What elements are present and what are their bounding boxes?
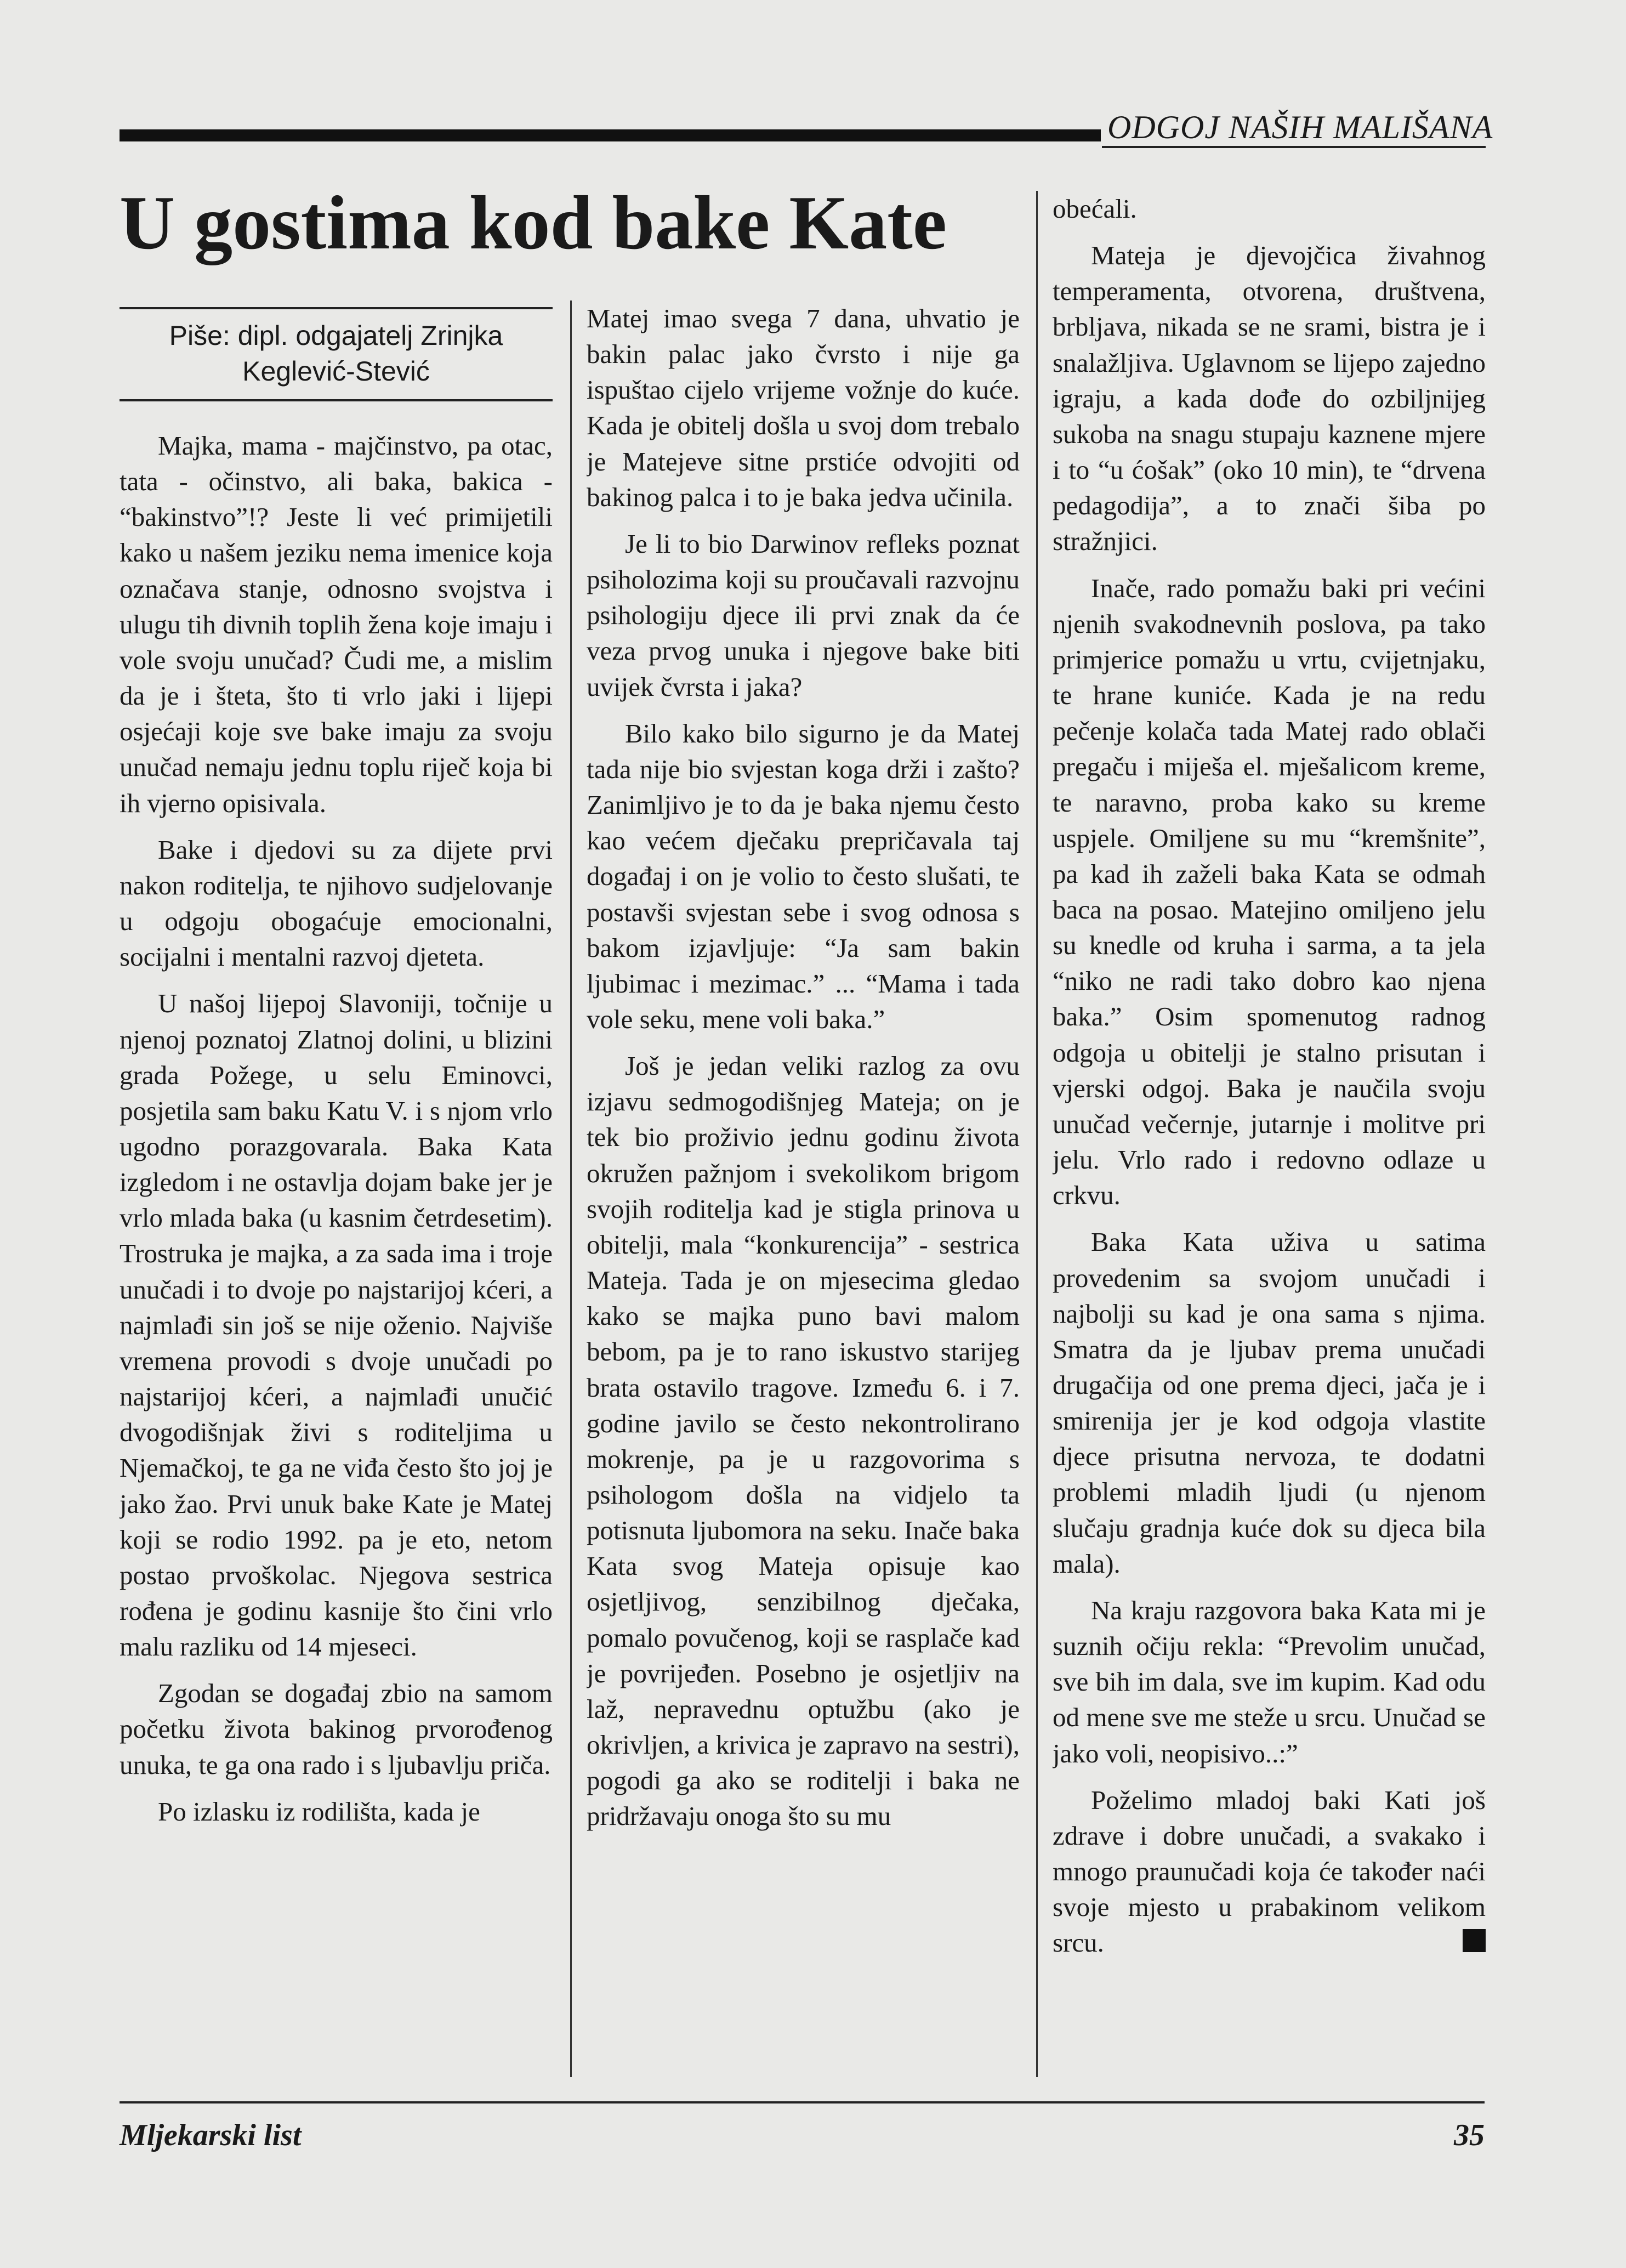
footer-rule [120, 2101, 1485, 2103]
article-column-1 [120, 428, 553, 2078]
byline [120, 318, 553, 389]
last-paragraph [1053, 1782, 1486, 1961]
byline-bottom-rule [120, 399, 553, 401]
article-column-3 [1053, 191, 1486, 2077]
paragraph: Još je jedan veliki razlog za ovu izjavu sedmogodišnjeg Mateja; on je tek bio proživio jednu godinu života okružen pažnjom i svekolikom brigom svojih roditelja kad je stigla prinova u obitelji, mala “konkurencija” - sestrica Mateja. Tada je on mjesecima gledao kako se majka puno bavi malom bebom, pa je to rano iskustvo starijeg brata ostavilo tragove. Između 6. i 7. godine javilo se često nekontrolirano mokrenje, pa je u razgovorima s psihologom došla na vidjelo ta potisnuta ljubomora na seku. Inače baka Kata svog Mateja opisuje kao osjetljivog, senzibilnog dječaka, pomalo povučenog, koji se rasplače kad je povrijeđen. Posebno je osjetljiv na laž, nepravednu optužbu (ako je okrivljen, a krivica je zapravo na sestri), pogodi ga ako se roditelji i baka ne pridržavaju onoga što su mu [587, 1051, 1020, 1832]
paragraph: Zgodan se događaj zbio na samom početku života bakinog prvorođenog unuka, te ga ona rado i s ljubavlju priča. [120, 1678, 553, 1780]
section-title: ODGOJ NAŠIH MALIŠANA [1107, 109, 1493, 145]
paragraph: Po izlasku iz rodilišta, kada je [158, 1796, 480, 1827]
page-number: 35 [1454, 2118, 1485, 2152]
paragraph: U našoj lijepoj Slavoniji, točnije u njenoj poznatoj Zlatnoj dolini, u blizini grada Požege, u selu Eminovci, posjetila sam baku Katu V. i s njom vrlo ugodno porazgovarala. Baka Kata izgledom i ne ostavlja dojam bake jer je vrlo mlada baka (u kasnim četrdesetim). Trostruka je majka, a za sada ima i troje unučadi i to dvoje po najstarijoj kćeri, a najmlađi sin još se nije oženio. Najviše vremena provodi s dvoje unučadi po najstarijoj kćeri, a najmlađi unučić dvogodišnjak živi s roditeljima u Njemačkoj, te ga ne viđa često što joj je jako žao. Prvi unuk bake Kate je Matej koji se rodio 1992. pa je eto, netom postao prvoškolac. Njegova sestrica rođena je godinu kasnije što čini vrlo malu razliku od 14 mjeseci. [120, 988, 553, 1662]
paragraph: Inače, rado pomažu baki pri većini njenih svakodnevnih poslova, pa tako primjerice pomažu u vrtu, cvijetnjaku, te hrane kuniće. Kada je na redu pečenje kolača tada Matej rado oblači pregaču i miješa el. mješalicom kreme, te naravno, proba kako su kreme uspjele. Omiljene su mu “kremšnite”, pa kad ih zaželi baka Kata se odmah baca na posao. Matejino omiljeno jelu su knedle od kruha i sarma, a ta jela “niko ne radi tako dobro kao njena baka.” Osim spomenutog radnog odgoja u obitelji je stalno prisutan i vjerski odgoj. Baka je naučila svoju unučad večernje, jutarnje i molitve pri jelu. Vrlo rado i redovno odlaze u crkvu. [1053, 572, 1486, 1211]
byline-top-rule [120, 307, 553, 309]
paragraph: Bake i djedovi su za dijete prvi nakon roditelja, te njihovo sudjelovanje u odgoju obogaćuje emocionalni, socijalni i mentalni razvoj djeteta. [120, 834, 553, 972]
article-title: U gostima kod bake Kate [120, 180, 947, 265]
header-rule [120, 129, 1101, 141]
paragraph: Na kraju razgovora baka Kata mi je suznih očiju rekla: “Prevolim unučad, sve bih im dala, sve im kupim. Kad odu od mene sve me steže u srcu. Unučad se jako voli, neopisivo..:” [1053, 1595, 1486, 1768]
paragraph: Je li to bio Darwinov refleks poznat psiholozima koji su proučavali razvojnu psihologiju djece ili prvi znak da će veza prvog unuka i njegove bake biti uvijek čvrsta i jaka? [587, 528, 1020, 702]
paragraph-text: Poželimo mladoj baki Kati još zdrave i dobre unučadi, a svakako i mnogo praunučadi koja će također naći svoje mjesto u prabakinom velikom srcu. [1053, 1784, 1486, 1958]
article-column-2 [587, 300, 1020, 2077]
end-of-article-mark [1463, 1929, 1486, 1952]
paragraph: Baka Kata uživa u satima provedenim sa svojom unučadi i najbolji su kad je ona sama s njima. Smatra da je ljubav prema unučadi drugačija od one prema djeci, jača je i smirenija jer je kod odgoja vlastite djece prisutna nervoza, te dodatni problemi mladih ljudi (u njenom slučaju gradnja kuće dok su djeca bila mala). [1053, 1227, 1486, 1579]
paragraph: Matej imao svega 7 dana, uhvatio je bakin palac jako čvrsto i nije ga ispuštao cijelo vrijeme vožnje do kuće. Kada je obitelj došla u svoj dom trebalo je Matejeve sitne prstiće odvojiti od bakinog palca i to je baka jedva učinila. [587, 303, 1020, 512]
paragraph: obećali. [1053, 194, 1137, 224]
publication-name: Mljekarski list [120, 2118, 302, 2152]
byline-line-2: Keglević-Stević [242, 356, 430, 387]
paragraph: Bilo kako bilo sigurno je da Matej tada nije bio svjestan koga drži i zašto? Zanimljivo je to da je baka njemu često kao većem dječaku prepričavala taj događaj i on je volio to često slušati, te postavši svjestan sebe i svog odnosa s bakom izjavljuje: “Ja sam bakin ljubimac i mezimac.” ... “Mama i tada vole seku, mene voli baka.” [587, 718, 1020, 1034]
header-thin-rule [1102, 146, 1486, 148]
column-separator [570, 300, 572, 2077]
column-separator [1036, 191, 1038, 2077]
paragraph: Majka, mama - majčinstvo, pa otac, tata - očinstvo, ali baka, bakica - “bakinstvo”!? Jeste li već primijetili kako u našem jeziku nema imenice koja označava stanje, odnosno svojstva i ulugu tih divnih toplih žena koje imaju i vole svoju unučad? Čudi me, a mislim da je i šteta, što ti vrlo jaki i lijepi osjećaji koje sve bake imaju za svoju unučad nemaju jednu toplu riječ koja bi ih vjerno opisivala. [120, 430, 553, 818]
paragraph: Mateja je djevojčica živahnog temperamenta, otvorena, društvena, brbljava, nikada se ne srami, bistra je i snalažljiva. Uglavnom se lijepo zajedno igraju, a kada dođe do ozbiljnijeg sukoba na snagu stupaju kaznene mjere i to “u ćošak” (oko 10 min), te “drvena pedagodija”, a to znači šiba po stražnjici. [1053, 240, 1486, 557]
byline-line-1: Piše: dipl. odgajatelj Zrinjka [169, 320, 503, 351]
